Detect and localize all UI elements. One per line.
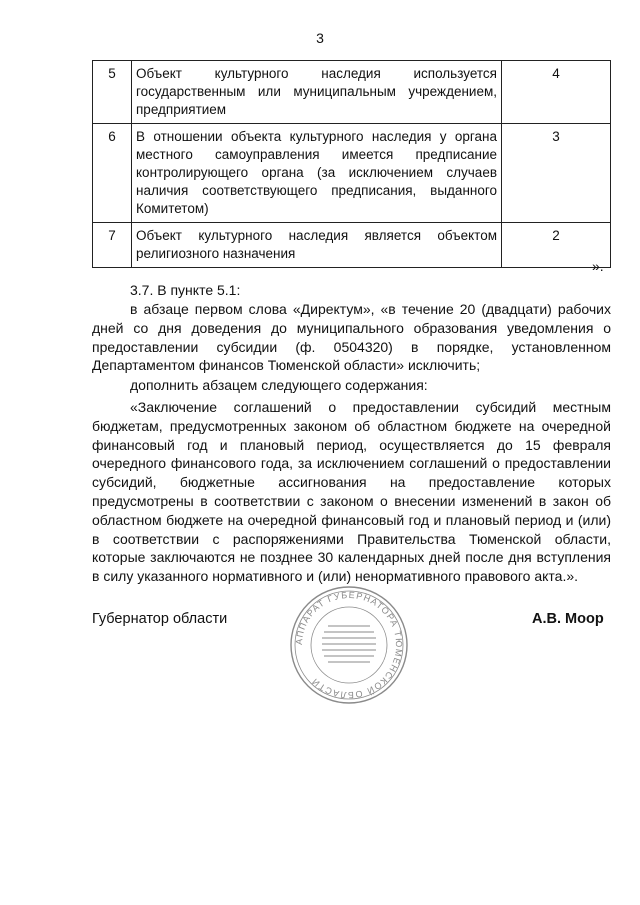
criteria-table — [92, 60, 611, 268]
row-number: 7 — [93, 223, 132, 268]
row-criterion: Объект культурного наследия является объектом религиозного назначения — [132, 223, 502, 268]
table-row — [93, 61, 611, 124]
paragraph-point: 3.7. В пункте 5.1: — [130, 282, 241, 298]
paragraph-addition: дополнить абзацем следующего содержания: — [130, 377, 428, 393]
row-score: 2 — [502, 223, 611, 268]
page-number: 3 — [316, 30, 324, 46]
svg-text:АППАРАТ ГУБЕРНАТОРА ТЮМЕНСКОЙ — [294, 590, 404, 700]
table-row — [93, 223, 611, 268]
signatory-title: Губернатор области — [92, 611, 228, 627]
signatory-name: А.В. Моор — [532, 611, 604, 627]
row-number: 5 — [93, 61, 132, 124]
row-number: 6 — [93, 124, 132, 223]
paragraph-amendment: в абзаце первом слова «Директум», «в течение 20 (двадцати) рабочих дней со дня доведения до муниципального образования уведомления о предоставлении субсидии (ф. 0504320) в порядке, установленном Департаментом финансов Тюменской области» исключить; — [92, 301, 611, 374]
row-criterion: Объект культурного наследия используется государственным или муниципальным учреждением, предприятием — [132, 61, 502, 124]
closing-quote-mark: ». — [592, 258, 604, 274]
seal-text: АППАРАТ ГУБЕРНАТОРА ТЮМЕНСКОЙ ОБЛАСТИ — [293, 589, 405, 701]
paragraph-new-text: «Заключение соглашений о предоставлении субсидий местным бюджетам, предусмотренных законом об областном бюджете на очередной финансовый год и плановый период, осуществляется до 15 февраля очередного финансового года, за исключением соглашений о предоставлении субсидий, бюджетные ассигнования на предоставление которых предусмотрены в соответствии с законом о внесении изменений в закон об областном бюджете на очередной финансовый год и плановый период и (или) в соответствии с распоряжениями Правительства Тюменской области, которые заключаются не позднее 30 календарных дней после дня вступления в силу указанного нормативного и (или) ненормативного правового акта.». — [92, 399, 611, 585]
row-score: 4 — [502, 61, 611, 124]
row-score: 3 — [502, 124, 611, 223]
table-row — [93, 124, 611, 223]
official-seal — [288, 584, 410, 706]
row-criterion: В отношении объекта культурного наследия у органа местного самоуправления имеется предписание контролирующего органа (за исключением случаев наличия соответствующего предписания, выданного Комитетом) — [132, 124, 502, 223]
